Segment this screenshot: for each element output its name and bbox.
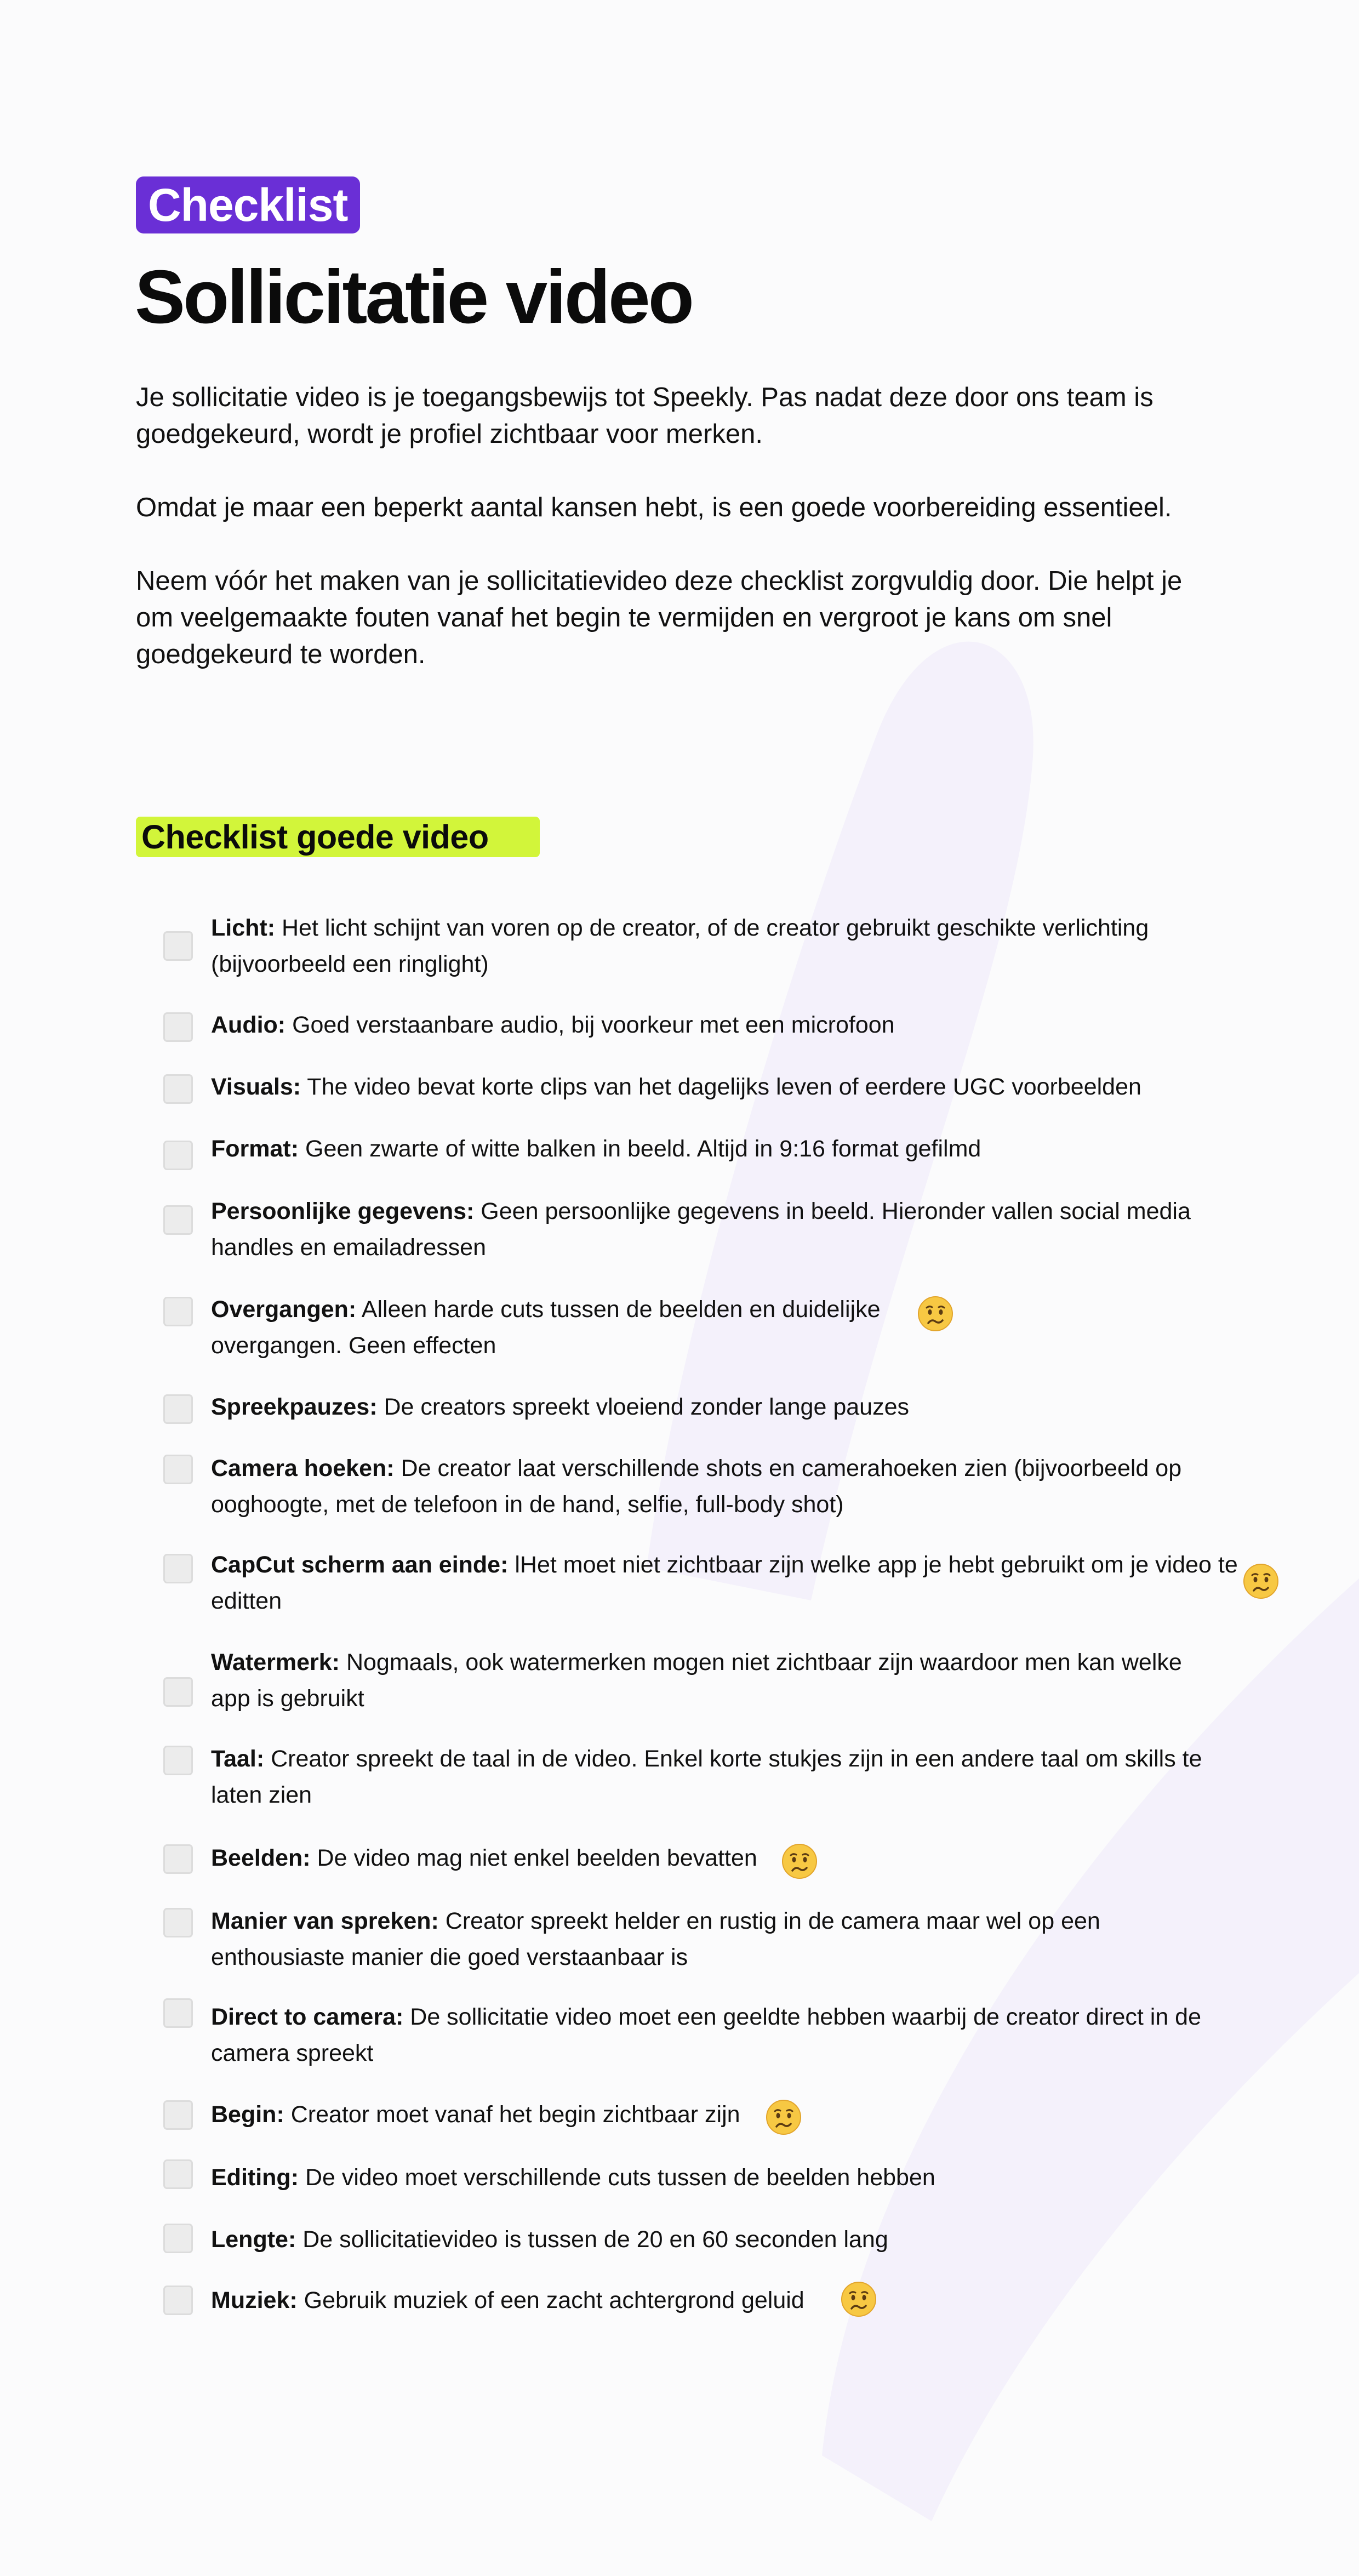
checklist-item-text	[211, 1999, 1227, 2071]
checklist-item	[0, 1291, 1359, 1359]
checkbox[interactable]	[163, 1998, 193, 2028]
page-title: Sollicitatie video	[135, 255, 692, 339]
checkbox[interactable]	[163, 1908, 193, 1937]
checkbox[interactable]	[163, 1455, 193, 1484]
checklist-item	[0, 1840, 1359, 1871]
checkbox[interactable]	[163, 1141, 193, 1170]
checklist-item-text	[211, 1291, 901, 1364]
checklist-item	[0, 1999, 1359, 2066]
worried-face-icon	[764, 2098, 803, 2136]
checklist-item-text	[211, 1069, 1227, 1105]
checklist-item	[0, 2159, 1359, 2191]
checklist-item	[0, 2282, 1359, 2313]
checkbox[interactable]	[163, 1297, 193, 1326]
checklist-item-label: Direct to camera:	[211, 2004, 404, 2030]
checkbox[interactable]	[163, 931, 193, 961]
worried-face-icon	[916, 1295, 955, 1333]
checklist-item-description: The video bevat korte clips van het dagelijks leven of eerdere UGC voorbeelden	[301, 1074, 1141, 1100]
checklist-item	[0, 2221, 1359, 2253]
checklist-item-text	[211, 1193, 1227, 1266]
checkbox[interactable]	[163, 1554, 193, 1583]
checkbox[interactable]	[163, 1746, 193, 1775]
checkbox[interactable]	[163, 1205, 193, 1235]
checklist-item-description: Het licht schijnt van voren op de creator, of de creator gebruikt geschikte verlichting (bijvoorbeeld een ringlight)	[211, 915, 1149, 977]
checklist-item-label: Audio:	[211, 1012, 286, 1038]
checklist-item	[0, 1644, 1359, 1712]
checkbox[interactable]	[163, 1394, 193, 1424]
checklist-item-label: Visuals:	[211, 1074, 301, 1100]
checklist-item-label: Format:	[211, 1136, 299, 1162]
checklist-item-label: Taal:	[211, 1746, 265, 1772]
checkbox[interactable]	[163, 1677, 193, 1707]
checklist-item-description: Geen persoonlijke gegevens in beeld. Hieronder vallen social media handles en emailadressen	[211, 1198, 1191, 1261]
checklist-item	[0, 1903, 1359, 1970]
checklist-item-text	[211, 1741, 1227, 1813]
checklist-item-description: De creator laat verschillende shots en camerahoeken zien (bijvoorbeeld op ooghoogte, met de telefoon in de hand, selfie, full-body shot)	[211, 1455, 1182, 1518]
checklist-item	[0, 2096, 1359, 2128]
checkbox[interactable]	[163, 2100, 193, 2130]
checklist-item	[0, 1007, 1359, 1038]
checkbox[interactable]	[163, 2286, 193, 2315]
checklist-item-description: De sollicitatievideo is tussen de 20 en 60 seconden lang	[296, 2226, 888, 2253]
checklist-item-text	[211, 2159, 1227, 2196]
checklist-item	[0, 1741, 1359, 1808]
worried-face-icon	[1242, 1562, 1280, 1600]
worried-face-icon	[780, 1842, 819, 1880]
checklist-item-text	[211, 2221, 1227, 2258]
checklist-item-text	[211, 1903, 1227, 1975]
checklist-item-description: Goed verstaanbare audio, bij voorkeur met een microfoon	[285, 1012, 895, 1038]
checklist-item-label: Manier van spreken:	[211, 1908, 439, 1934]
checklist-item-description: Creator moet vanaf het begin zichtbaar zijn	[284, 2101, 740, 2128]
checklist-item-text	[211, 1840, 1227, 1876]
checklist-item-text	[211, 2096, 1227, 2133]
checklist-item-label: Camera hoeken:	[211, 1455, 395, 1481]
checklist-item-label: Lengte:	[211, 2226, 296, 2253]
checklist-heading: Checklist goede video	[136, 817, 540, 857]
checklist-item-label: Persoonlijke gegevens:	[211, 1198, 475, 1224]
checklist-item	[0, 1069, 1359, 1100]
checkbox[interactable]	[163, 2224, 193, 2253]
checklist-item	[0, 910, 1359, 977]
checklist-item-label: Editing:	[211, 2164, 299, 2191]
checklist-item-text	[211, 1007, 1227, 1043]
checklist-item-text	[211, 1131, 1227, 1167]
checklist-item	[0, 1131, 1359, 1162]
checklist-item-label: Begin:	[211, 2101, 284, 2128]
checklist-item-description: Nogmaals, ook watermerken mogen niet zichtbaar zijn waardoor men kan welke app is gebruikt	[211, 1649, 1182, 1712]
intro-paragraph: Neem vóór het maken van je sollicitatievideo deze checklist zorgvuldig door. Die helpt je om veelgemaakte fouten vanaf het begin te vermijden en vergroot je kans om snel goedgekeurd te worden.	[136, 566, 1183, 669]
checklist-item	[0, 1389, 1359, 1420]
checklist-item-text	[211, 1450, 1227, 1523]
checklist-item-text	[211, 1644, 1227, 1717]
checklist-item-description: Gebruik muziek of een zacht achtergrond geluid	[297, 2287, 804, 2313]
checkbox[interactable]	[163, 2159, 193, 2189]
checklist-item-description: Geen zwarte of witte balken in beeld. Altijd in 9:16 format gefilmd	[299, 1136, 981, 1162]
checklist-item	[0, 1450, 1359, 1518]
checklist-item-text	[211, 2282, 1227, 2318]
checklist-item-label: Licht:	[211, 915, 276, 941]
checklist-item-description: Alleen harde cuts tussen de beelden en duidelijke overgangen. Geen effecten	[211, 1296, 881, 1359]
checklist-item-description: Creator spreekt helder en rustig in de camera maar wel op een enthousiaste manier die goed verstaanbaar is	[211, 1908, 1100, 1970]
checklist-item-description: De video mag niet enkel beelden bevatten	[310, 1845, 757, 1871]
checkbox[interactable]	[163, 1844, 193, 1874]
checklist-item-description: De creators spreekt vloeiend zonder lange pauzes	[377, 1394, 909, 1420]
intro-paragraph: Je sollicitatie video is je toegangsbewijs tot Speekly. Pas nadat deze door ons team is goedgekeurd, wordt je profiel zichtbaar voor merken.	[136, 383, 1154, 449]
checkbox[interactable]	[163, 1074, 193, 1104]
checklist-item-description: De video moet verschillende cuts tussen de beelden hebben	[299, 2164, 935, 2191]
checklist-item	[0, 1193, 1359, 1261]
checklist-item-text	[211, 910, 1227, 982]
checklist-item-label: Beelden:	[211, 1845, 311, 1871]
checklist-item-label: CapCut scherm aan einde:	[211, 1552, 509, 1578]
checklist-item-text	[211, 1389, 1227, 1425]
checklist-item-text	[211, 1547, 1241, 1619]
checklist-item-label: Overgangen:	[211, 1296, 357, 1323]
intro-text	[136, 379, 1226, 710]
checklist-item-description: lHet moet niet zichtbaar zijn welke app je hebt gebruikt om je video te editten	[211, 1552, 1238, 1614]
checklist-item-description: Creator spreekt de taal in de video. Enkel korte stukjes zijn in een andere taal om skills te laten zien	[211, 1746, 1202, 1808]
intro-paragraph: Omdat je maar een beperkt aantal kansen hebt, is een goede voorbereiding essentieel.	[136, 493, 1172, 522]
worried-face-icon	[840, 2280, 878, 2318]
checklist-item-label: Spreekpauzes:	[211, 1394, 378, 1420]
checklist-item-description: De sollicitatie video moet een geeldte hebben waarbij de creator direct in de camera spreekt	[211, 2004, 1202, 2066]
checklist-item	[0, 1547, 1359, 1614]
checkbox[interactable]	[163, 1012, 193, 1042]
checklist-item-label: Muziek:	[211, 2287, 298, 2313]
checklist-tag: Checklist	[136, 176, 360, 233]
checklist-item-label: Watermerk:	[211, 1649, 340, 1675]
